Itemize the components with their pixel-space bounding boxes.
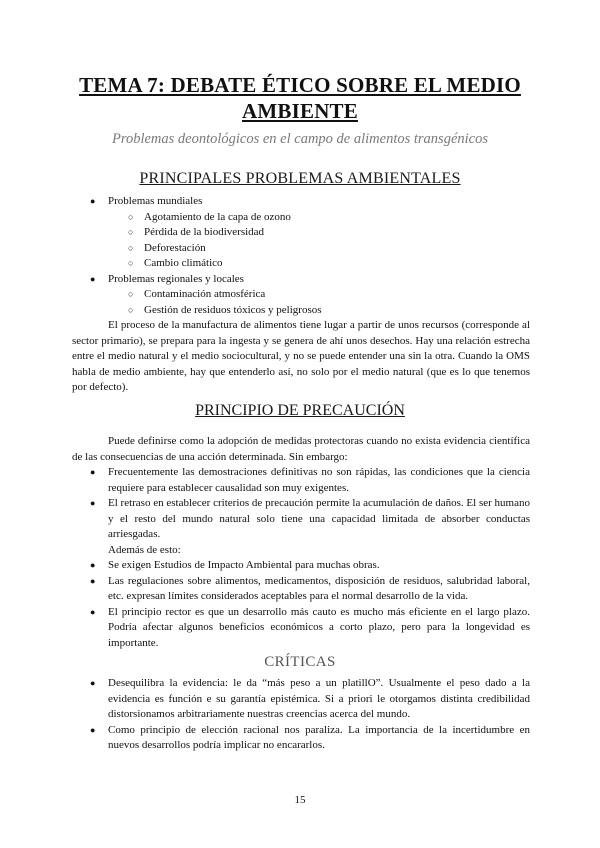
precaution-block xyxy=(72,434,530,651)
page-title: TEMA 7: DEBATE ÉTICO SOBRE EL MEDIO AMBIENTE xyxy=(79,73,521,123)
bullet-text: Se exigen Estudios de Impacto Ambiental para muchas obras. xyxy=(108,559,380,571)
bullet-text: Frecuentemente las demostraciones definitivas no son rápidas, las condiciones que la ciencia requiere para establecer causalidad son muy exigentes. xyxy=(108,466,530,494)
group-label: Problemas mundiales xyxy=(108,195,203,207)
list-item xyxy=(72,496,530,543)
bullet-icon: ● xyxy=(90,273,96,284)
list-item xyxy=(72,574,530,605)
bullet-icon: ● xyxy=(90,196,96,206)
list-item xyxy=(72,303,530,319)
bullet-icon: ● xyxy=(90,467,96,477)
problems-list-2 xyxy=(72,272,530,288)
bullet-icon: ● xyxy=(90,560,96,570)
sub-item: Pérdida de la biodiversidad xyxy=(144,226,265,238)
group-label: Problemas regionales y locales xyxy=(108,272,244,285)
list-item xyxy=(72,194,530,210)
page-number: 15 xyxy=(294,794,306,806)
list-item xyxy=(72,465,530,496)
circle-bullet-icon: ○ xyxy=(128,227,134,237)
bullet-icon: ● xyxy=(90,606,96,617)
additional-label: Además de esto: xyxy=(108,543,181,556)
bullet-text: Las regulaciones sobre alimentos, medicamentos, disposición de residuos, salubridad laboral, etc. expresan límites considerados aceptables para el normal desarrollo de la vida. xyxy=(108,574,530,602)
criticas-block xyxy=(72,676,530,754)
list-item xyxy=(72,272,530,288)
sub-list-mundiales xyxy=(72,210,530,272)
precaution-list-2 xyxy=(72,558,530,651)
circle-bullet-icon: ○ xyxy=(128,242,134,253)
section-heading-problemas: PRINCIPALES PROBLEMAS AMBIENTALES xyxy=(139,170,461,187)
bullet-text: El retraso en establecer criterios de precaución permite la acumulación de daños. El ser humano y el resto del mundo natural solo tiene una capacidad limitada de absorber conductas arriesgadas. xyxy=(108,497,530,540)
sub-list-regionales xyxy=(72,287,530,318)
list-item xyxy=(72,287,530,303)
section-heading-criticas: CRÍTICAS xyxy=(264,654,336,670)
section-heading-precaucion: PRINCIPIO DE PRECAUCIÓN xyxy=(195,402,405,419)
circle-bullet-icon: ○ xyxy=(128,289,134,299)
bullet-icon: ● xyxy=(90,678,96,688)
precaution-intro: Puede definirse como la adopción de medidas protectoras cuando no exista evidencia científica de las consecuencias de una acción determinada. Sin embargo: xyxy=(72,435,530,463)
circle-bullet-icon: ○ xyxy=(128,258,134,268)
sub-item: Cambio climático xyxy=(144,257,223,269)
list-item xyxy=(72,723,530,754)
list-item xyxy=(72,256,530,272)
list-item xyxy=(72,676,530,723)
sub-item: Deforestación xyxy=(144,241,206,254)
circle-bullet-icon: ○ xyxy=(128,304,134,315)
circle-bullet-icon: ○ xyxy=(128,211,134,222)
sub-item: Contaminación atmosférica xyxy=(144,288,266,300)
problems-list xyxy=(72,194,530,210)
bullet-text: Desequilibra la evidencia: le da “más peso a un platillO”. Usualmente el peso dado a la evidencia es función e su garantía epistémica. Si a priori le otorgamos distinta credibilidad distorsionamos arbitrariamente nuestras creencias acerca del mundo. xyxy=(108,677,530,720)
list-item xyxy=(72,558,530,574)
precaution-list-1 xyxy=(72,465,530,543)
list-item xyxy=(72,241,530,257)
problems-list-block xyxy=(72,194,530,396)
bullet-icon: ● xyxy=(90,724,96,735)
list-item xyxy=(72,225,530,241)
criticas-list xyxy=(72,676,530,754)
manufacture-paragraph: El proceso de la manufactura de alimentos tiene lugar a partir de unos recursos (corresponde al sector primario), se prepara para la ingesta y se genera de ahí unos desechos. Hay una relación estrecha entre el medio natural y el medio sociocultural, y no se puede entender una sin la otra. Cuando la OMS habla de medio ambiente, hay que entenderlo así, no solo por el medio natural (que es lo que tenemos por defecto). xyxy=(72,319,530,393)
bullet-icon: ● xyxy=(90,575,96,586)
list-item xyxy=(72,605,530,652)
bullet-icon: ● xyxy=(90,498,96,508)
sub-item: Gestión de residuos tóxicos y peligrosos xyxy=(144,303,322,316)
bullet-text: Como principio de elección racional nos paraliza. La importancia de la incertidumbre en nuevos desarrollos podría implicar no encararlos. xyxy=(108,723,530,751)
sub-item: Agotamiento de la capa de ozono xyxy=(144,210,291,223)
list-item xyxy=(72,210,530,226)
page-subtitle: Problemas deontológicos en el campo de alimentos transgénicos xyxy=(111,131,488,147)
bullet-text: El principio rector es que un desarrollo más cauto es mucho más eficiente en el largo plazo. Podría afectar algunos beneficios económicos a corto plazo, pero para la longevidad es importante. xyxy=(108,605,530,649)
